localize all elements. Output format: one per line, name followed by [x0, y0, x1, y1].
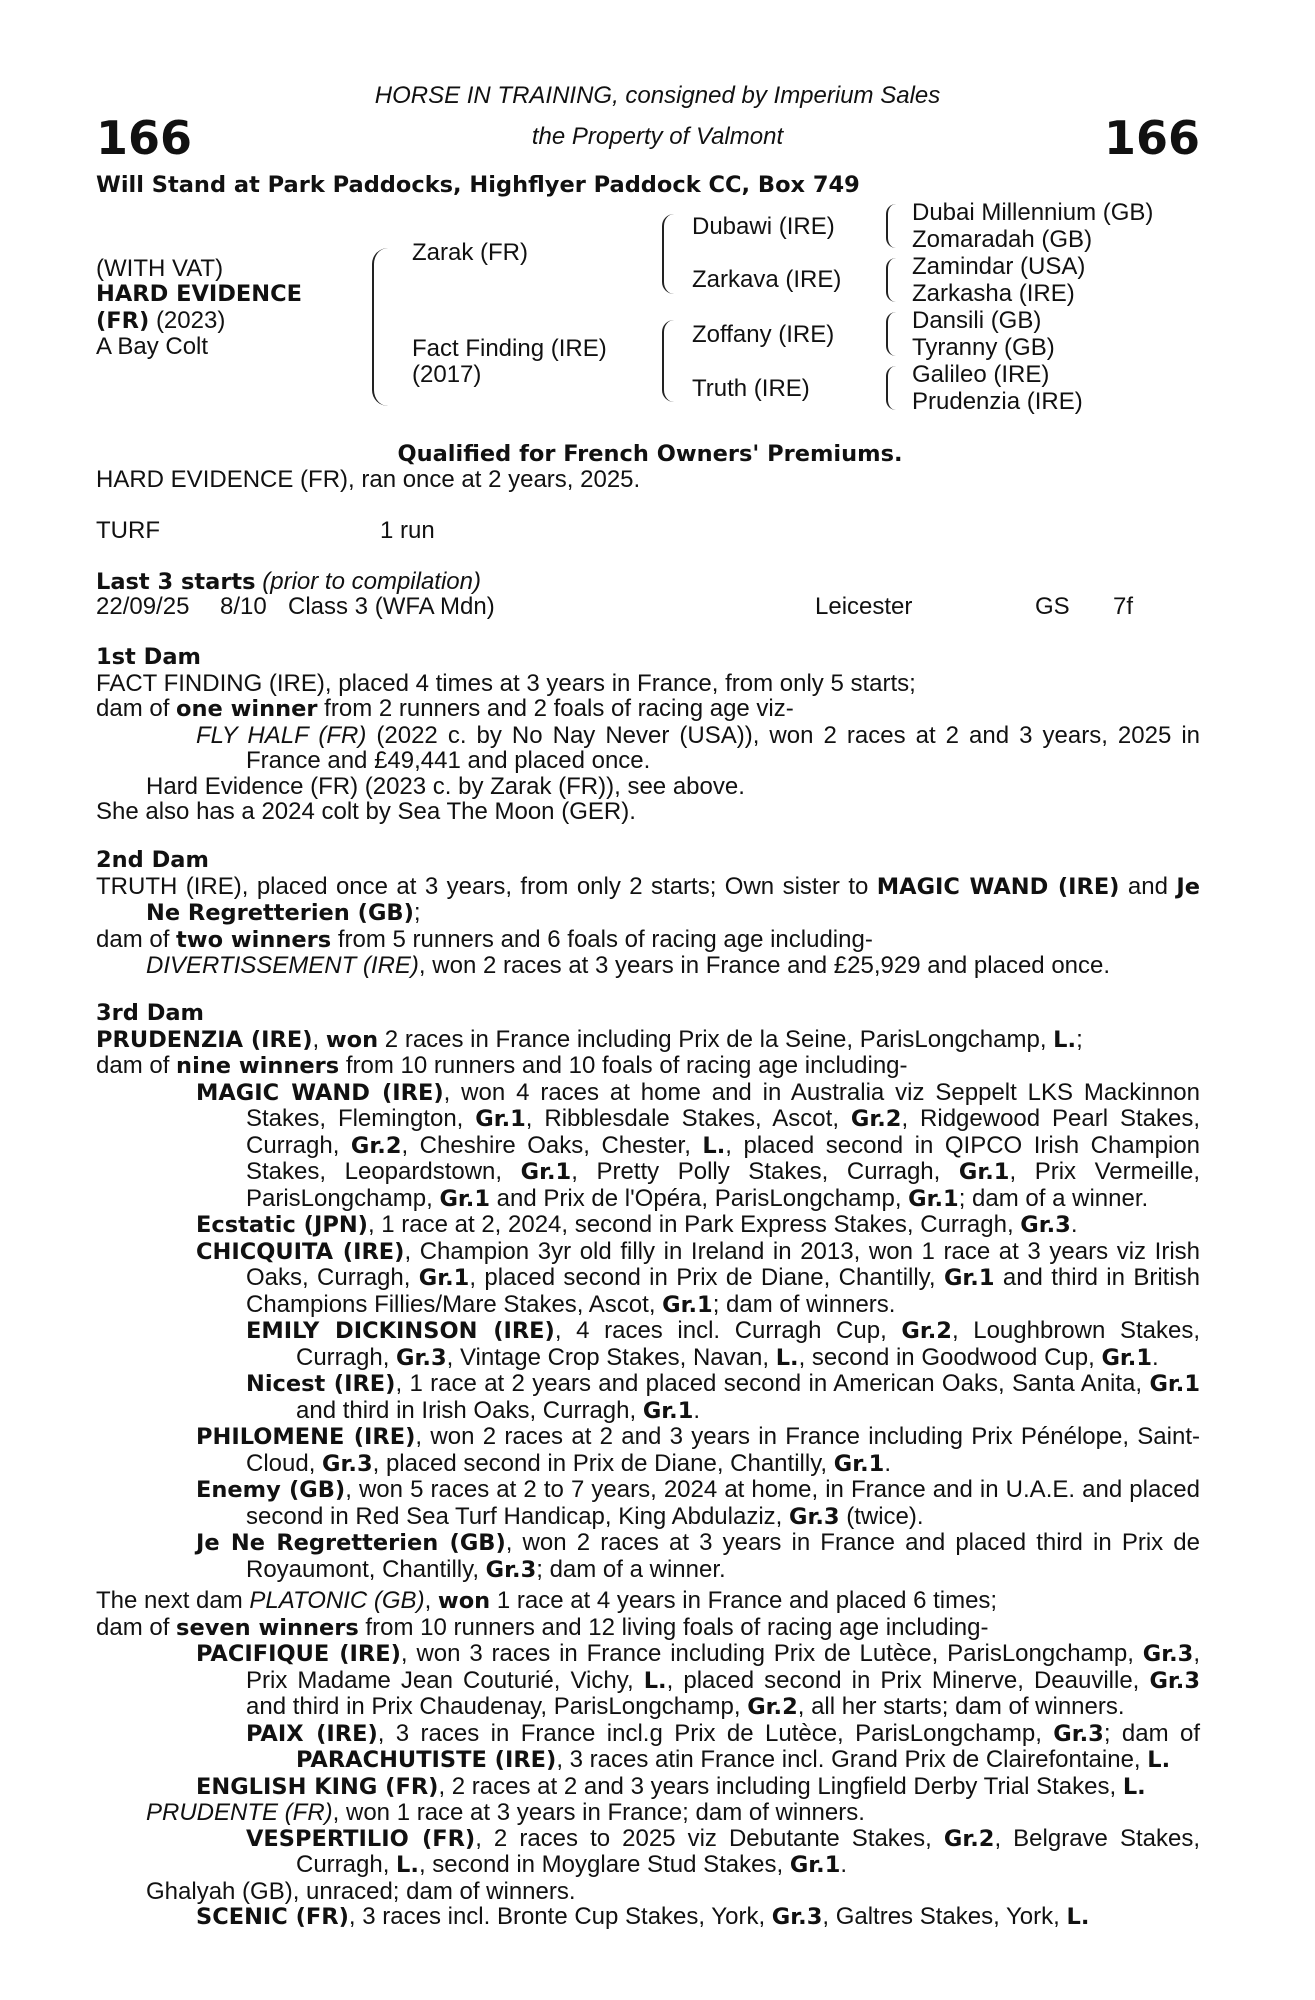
horse-year: (2023)	[155, 307, 226, 334]
foal-english-king: ENGLISH KING (FR), 2 races at 2 and 3 years including Lingfield Derby Trial Stakes, L.	[196, 1772, 1146, 1800]
g5: Dansili (GB)	[912, 307, 1042, 334]
next-dam-section	[96, 1588, 1200, 1931]
g2: Zomaradah (GB)	[912, 226, 1093, 253]
g1: Dubai Millennium (GB)	[912, 199, 1154, 226]
second-dam-line: TRUTH (IRE), placed once at 3 years, from only 2 starts; Own sister to MAGIC WAND (IRE) and Je Ne Regretterien (GB);	[96, 872, 1201, 926]
consignment-line: HORSE IN TRAINING, consigned by Imperium Sales	[374, 82, 941, 109]
sire-sire: Dubawi (IRE)	[692, 213, 835, 240]
race-record: HARD EVIDENCE (FR), ran once at 2 years, 2025.	[96, 466, 641, 493]
pedigree-brace-dam	[662, 320, 674, 402]
property-line: the Property of Valmont	[531, 123, 784, 150]
second-dam-title: 2nd Dam	[96, 847, 209, 873]
foal-scenic: SCENIC (FR), 3 races incl. Bronte Cup Stakes, York, Gr.3, Galtres Stakes, York, L.	[196, 1903, 1090, 1930]
start-going: GS	[1035, 593, 1070, 620]
first-dam-section	[96, 645, 1200, 825]
sire: Zarak (FR)	[412, 239, 528, 266]
foal-emily-dickinson: EMILY DICKINSON (IRE), 4 races incl. Curragh Cup, Gr.2, Loughbrown Stakes, Curragh, Gr.3, Vintage Crop Stakes, Navan, L., second in Goodwood Cup, Gr.1.	[246, 1317, 1200, 1371]
horse-country: (FR)	[96, 308, 150, 334]
dam-dam: Truth (IRE)	[692, 375, 810, 402]
first-dam-produce: dam of one winner from 2 runners and 2 foals of racing age viz-	[96, 695, 794, 722]
start-distance: 7f	[1113, 593, 1134, 620]
start-race: Class 3 (WFA Mdn)	[288, 593, 495, 620]
dam-sire: Zoffany (IRE)	[692, 321, 835, 348]
dam-year: (2017)	[412, 361, 482, 388]
first-dam-also: She also has a 2024 colt by Sea The Moon (GER).	[96, 798, 636, 825]
third-dam-title: 3rd Dam	[96, 1000, 204, 1026]
second-dam-section	[96, 848, 1200, 979]
foal-magic-wand: MAGIC WAND (IRE), won 4 races at home and in Australia viz Seppelt LKS Mackinnon Stakes, Flemington, Gr.1, Ribblesdale Stakes, Ascot, Gr.2, Ridgewood Pearl Stakes, Curragh, Gr.2, Cheshire Oaks, Chester, L., placed second in QIPCO Irish Champion Stakes, Leopardstown, Gr.1, Pretty Polly Stakes, Curragh, Gr.1, Prix Vermeille, ParisLongchamp, Gr.1 and Prix de l'Opéra, ParisLongchamp, Gr.1; dam of a winner.	[196, 1078, 1201, 1212]
next-dam-line: The next dam PLATONIC (GB), won 1 race at 4 years in France and placed 6 times;	[96, 1587, 998, 1614]
foal-philomene: PHILOMENE (IRE), won 2 races at 2 and 3 years in France including Prix Pénélope, Saint-Cloud, Gr.3, placed second in Prix de Diane, Chantilly, Gr.1.	[196, 1423, 1200, 1477]
start-course: Leicester	[815, 593, 913, 620]
g8: Prudenzia (IRE)	[912, 388, 1083, 415]
third-dam-line: PRUDENZIA (IRE), won 2 races in France including Prix de la Seine, ParisLongchamp, L.;	[96, 1025, 1083, 1053]
pedigree-brace-g1	[886, 204, 896, 248]
foal-pacifique: PACIFIQUE (IRE), won 3 races in France including Prix de Lutèce, ParisLongchamp, Gr.3, Prix Madame Jean Couturié, Vichy, L., placed second in Prix Minerve, Deauville, Gr.3 and third in Prix Chaudenay, ParisLongchamp, Gr.2, all her starts; dam of winners.	[196, 1640, 1201, 1720]
horse-country-year	[96, 308, 225, 334]
last-starts-heading	[96, 569, 481, 596]
stand-location: Will Stand at Park Paddocks, Highflyer Paddock CC, Box 749	[96, 172, 860, 198]
pedigree-brace-g2	[886, 258, 896, 302]
third-dam-produce: dam of nine winners from 10 runners and 10 foals of racing age including-	[96, 1052, 908, 1079]
pedigree-brace-g3	[886, 312, 896, 356]
sire-dam: Zarkava (IRE)	[692, 266, 842, 293]
foal-enemy: Enemy (GB), won 5 races at 2 to 7 years, 2024 at home, in France and in U.A.E. and placed second in Red Sea Turf Handicap, King Abdulaziz, Gr.3 (twice).	[196, 1476, 1200, 1530]
foal-je-ne-regretterien: Je Ne Regretterien (GB), won 2 races at 3 years in France and placed third in Prix de Royaumont, Chantilly, Gr.3; dam of a winner.	[196, 1529, 1201, 1583]
premiums-note: Qualified for French Owners' Premiums.	[397, 441, 903, 467]
foal-nicest: Nicest (IRE), 1 race at 2 years and placed second in American Oaks, Santa Anita, Gr.1 and third in Irish Oaks, Curragh, Gr.1.	[246, 1370, 1200, 1424]
first-dam-foal-fly-half: FLY HALF (FR) (2022 c. by No Nay Never (USA)), won 2 races at 2 and 3 years, 2025 in France and £49,441 and placed once.	[196, 721, 1201, 774]
surface-runs: 1 run	[380, 517, 435, 544]
foal-paix: PAIX (IRE), 3 races in France incl.g Prix de Lutèce, ParisLongchamp, Gr.3; dam of PARACHUTISTE (IRE), 3 races atin France incl. Grand Prix de Clairefontaine, L.	[246, 1719, 1200, 1773]
last-starts-title: Last 3 starts	[96, 569, 256, 595]
last-starts-note: (prior to compilation)	[262, 568, 481, 595]
first-dam-title: 1st Dam	[96, 644, 201, 670]
foal-ecstatic: Ecstatic (JPN), 1 race at 2, 2024, second in Park Express Stakes, Curragh, Gr.3.	[196, 1211, 1078, 1238]
second-dam-produce: dam of two winners from 5 runners and 6 foals of racing age including-	[96, 925, 873, 953]
second-dam-foal-divertissement: DIVERTISSEMENT (IRE), won 2 races at 3 years in France and £25,929 and placed once.	[146, 952, 1111, 979]
g4: Zarkasha (IRE)	[912, 280, 1075, 307]
first-dam-foal-hard-evidence: Hard Evidence (FR) (2023 c. by Zarak (FR)), see above.	[146, 772, 745, 800]
g7: Galileo (IRE)	[912, 361, 1050, 388]
start-date: 22/09/25	[96, 593, 190, 620]
g3: Zamindar (USA)	[912, 253, 1086, 280]
dam: Fact Finding (IRE)	[412, 335, 607, 362]
pedigree-brace-g4	[886, 366, 896, 410]
foal-prudente: PRUDENTE (FR), won 1 race at 3 years in France; dam of winners.	[146, 1799, 865, 1826]
g6: Tyranny (GB)	[912, 334, 1055, 361]
foal-ghalyah: Ghalyah (GB), unraced; dam of winners.	[146, 1877, 576, 1905]
surface-label: TURF	[96, 517, 160, 544]
lot-number-left: 166	[96, 111, 193, 165]
lot-number-right: 166	[1103, 111, 1200, 165]
foal-chicquita: CHICQUITA (IRE), Champion 3yr old filly in Ireland in 2013, won 1 race at 3 years viz Irish Oaks, Curragh, Gr.1, placed second in Prix de Diane, Chantilly, Gr.1 and third in British Champions Fillies/Mare Stakes, Ascot, Gr.1; dam of winners.	[196, 1237, 1200, 1318]
foal-vespertilio: VESPERTILIO (FR), 2 races to 2025 viz Debutante Stakes, Gr.2, Belgrave Stakes, Curragh, L., second in Moyglare Stud Stakes, Gr.1.	[246, 1824, 1200, 1878]
third-dam-section	[96, 1001, 1200, 1583]
first-dam-line: FACT FINDING (IRE), placed 4 times at 3 years in France, from only 5 starts;	[96, 669, 916, 697]
vat-note: (WITH VAT)	[96, 255, 224, 282]
horse-description: A Bay Colt	[96, 333, 209, 360]
next-dam-produce: dam of seven winners from 10 runners and 12 living foals of racing age including-	[96, 1613, 989, 1641]
horse-name: HARD EVIDENCE	[96, 281, 302, 307]
start-position: 8/10	[220, 593, 267, 620]
pedigree-brace-sire	[662, 214, 674, 294]
pedigree-brace-main	[372, 248, 388, 406]
